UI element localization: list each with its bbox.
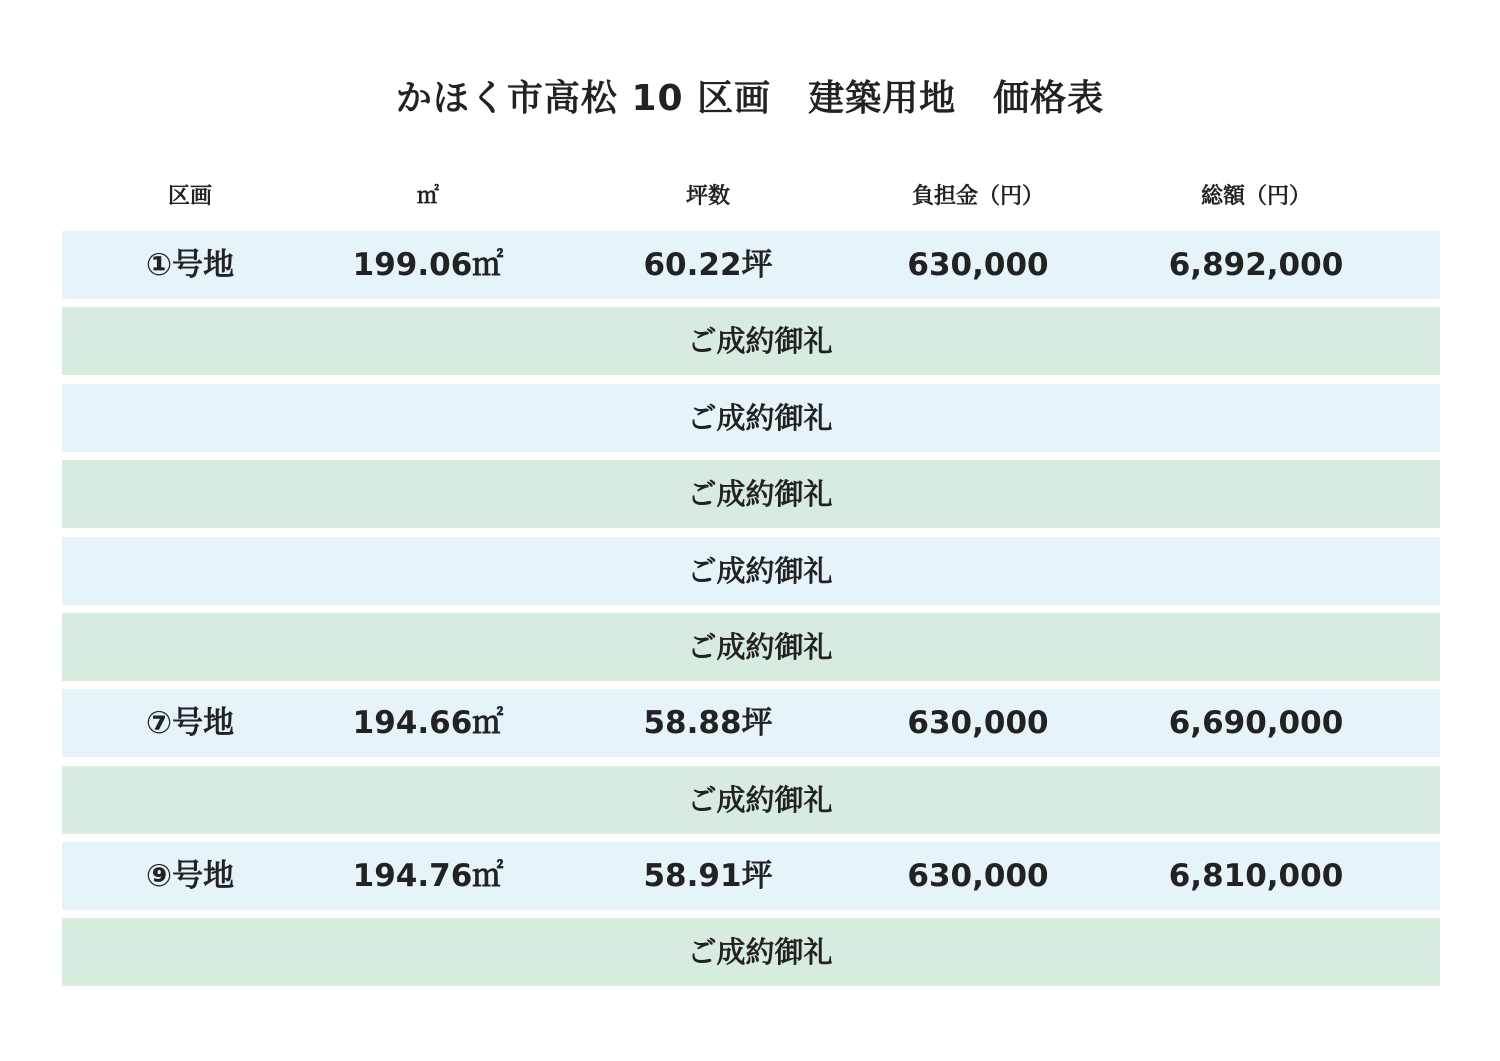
table-row-sold — [62, 384, 1440, 452]
header-lot: 区画 — [167, 184, 212, 209]
table-row-sold — [62, 613, 1440, 681]
sqm-cell: 194.66㎡ — [352, 705, 504, 741]
table-row-lot-9 — [62, 842, 1440, 910]
total-cell: 6,892,000 — [1168, 247, 1344, 283]
table-row-lot-7 — [62, 689, 1440, 757]
sold-note: ご成約御礼 — [687, 554, 833, 588]
table-row-lot-1 — [62, 231, 1440, 299]
table-row-sold — [62, 537, 1440, 605]
sold-note: ご成約御礼 — [687, 401, 833, 435]
header-sqm: ㎡ — [416, 184, 439, 209]
sold-note: ご成約御礼 — [687, 630, 833, 664]
tsubo-cell: 58.88坪 — [643, 705, 773, 741]
sold-note: ご成約御礼 — [687, 477, 833, 511]
table-row-sold — [62, 918, 1440, 986]
lot-cell: ⑦号地 — [145, 705, 235, 741]
sqm-cell: 199.06㎡ — [352, 247, 504, 283]
header-tsubo: 坪数 — [685, 184, 730, 209]
table-row-sold — [62, 766, 1440, 834]
table-header — [62, 176, 1440, 218]
total-cell: 6,690,000 — [1168, 705, 1344, 741]
lot-cell: ⑨号地 — [145, 858, 235, 894]
charge-cell: 630,000 — [907, 705, 1049, 741]
header-total: 総額（円） — [1200, 184, 1311, 209]
table-row-sold — [62, 307, 1440, 375]
tsubo-cell: 60.22坪 — [643, 247, 773, 283]
sold-note: ご成約御礼 — [687, 324, 833, 358]
charge-cell: 630,000 — [907, 858, 1049, 894]
lot-cell: ①号地 — [145, 247, 235, 283]
tsubo-cell: 58.91坪 — [643, 858, 773, 894]
table-row-sold — [62, 460, 1440, 528]
sold-note: ご成約御礼 — [687, 935, 833, 969]
total-cell: 6,810,000 — [1168, 858, 1344, 894]
sold-note: ご成約御礼 — [687, 783, 833, 817]
sqm-cell: 194.76㎡ — [352, 858, 504, 894]
charge-cell: 630,000 — [907, 247, 1049, 283]
page-title: かほく市高松 10 区画 建築用地 価格表 — [395, 78, 1105, 119]
header-charge: 負担金（円） — [911, 184, 1044, 209]
